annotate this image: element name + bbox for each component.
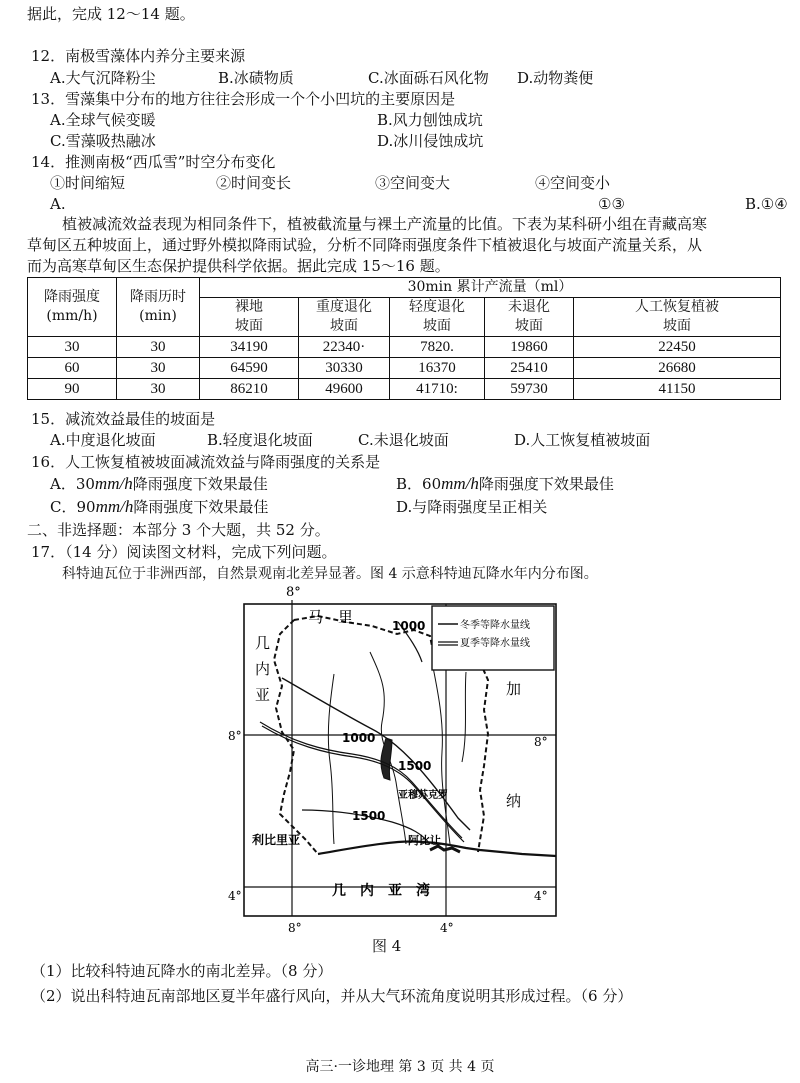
label-ghana-2: 纳 [506,792,522,810]
passage-line-1: 植被减流效益表现为相同条件下，植被截流量与裸土产流量的比值。下表为某科研小组在青藏高寒 [62,215,708,233]
table-cell: 16370 [390,358,485,379]
figure-caption: 图 4 [372,937,402,955]
q17-sub-2: （2）说出科特迪瓦南部地区夏半年盛行风向，并从大气环流角度说明其形成过程。（6 分） [31,987,633,1005]
page-footer: 高三·一诊地理 第 3 页 共 4 页 [305,1059,495,1075]
runoff-table [27,277,781,400]
table-cell: 30 [117,358,200,379]
header-duration-unit: (min) [139,308,177,324]
table-cell: 30330 [299,358,390,379]
label-iso-1500-a: 1500 [398,759,432,773]
q17-stem: 17．（14 分）阅读图文材料，完成下列问题。 [31,543,337,561]
label-lon-top: 8° [286,585,301,600]
table-row [28,379,781,400]
label-iso-1500-b: 1500 [352,809,386,823]
header-col-severe-l1: 重度退化 [316,299,372,315]
q16-option-a-value: A．30 [50,475,95,493]
header-col-restored-l1: 人工恢复植被 [635,299,719,315]
q15-stem: 15．减流效益最佳的坡面是 [31,410,216,428]
header-duration-label: 降雨历时 [130,289,186,305]
header-col-restored-l2: 坡面 [663,318,691,334]
q17-sub-1: （1）比较科特迪瓦降水的南北差异。（8 分） [31,962,333,980]
q12-option-c: C.冰面砾石风化物 [368,69,489,87]
label-mali: 马 里 [308,608,354,626]
q16-option-c [50,497,268,517]
q15-option-c: C.未退化坡面 [358,431,449,449]
table-cell: 34190 [200,337,299,358]
table-cell: 59730 [485,379,574,400]
table-cell: 19860 [485,337,574,358]
q15-option-a: A.中度退化坡面 [50,431,156,449]
q13-option-c: C.雪藻吸热融冰 [50,132,156,150]
border-west [274,620,318,854]
header-col-bare [200,298,299,337]
table-cell: 86210 [200,379,299,400]
table-row [28,337,781,358]
header-intensity [28,278,117,337]
table-cell: 41710: [390,379,485,400]
q17-material: 科特迪瓦位于非洲西部，自然景观南北差异显著。图 4 示意科特迪瓦降水年内分布图。 [62,566,598,582]
label-guinea-3: 亚 [255,686,271,704]
label-guinea-1: 几 [255,634,271,652]
q14-option-a: A. [50,195,66,213]
rainfall-map [222,582,562,938]
header-intensity-unit: (mm/h) [46,308,98,324]
q16-option-a-unit: mm/h [94,474,133,493]
table-cell: 41150 [574,379,781,400]
q14-option-b: B.①④ [745,195,788,213]
table-cell: 90 [28,379,117,400]
header-col-none-l1: 未退化 [508,299,550,315]
q16-option-c-unit: mm/h [95,497,134,516]
river-far-east [462,672,466,762]
q14-stem: 14．推测南极“西瓜雪”时空分布变化 [31,153,276,171]
label-iso-1000-mid: 1000 [342,731,376,745]
label-ghana-1: 加 [506,680,522,698]
q16-option-d: D.与降雨强度呈正相关 [396,498,548,516]
q13-option-a: A.全球气候变暖 [50,111,156,129]
table-cell: 49600 [299,379,390,400]
q16-stem: 16．人工恢复植被坡面减流效益与降雨强度的关系是 [31,453,381,471]
label-lat-right-mid: 8° [534,735,548,749]
q15-option-b: B.轻度退化坡面 [207,431,313,449]
q14-item-2: ②时间变长 [216,174,292,192]
header-col-light [390,298,485,337]
label-guinea-2: 内 [255,660,271,678]
intro-text: 据此，完成 12～14 题。 [27,5,195,23]
table-cell: 7820. [390,337,485,358]
header-col-severe [299,298,390,337]
q14-item-1: ①时间缩短 [50,174,126,192]
header-col-restored [574,298,781,337]
label-lat-right-bottom: 4° [534,889,548,903]
label-abidjan: 阿比让 [408,834,441,847]
q12-option-b: B.冰碛物质 [218,69,294,87]
table-row [28,358,781,379]
q14-item-4: ④空间变小 [535,174,611,192]
q16-option-b-value: B．60 [396,475,442,493]
label-gulf: 几 内 亚 湾 [332,883,430,899]
legend-summer-label: 夏季等降水量线 [460,638,530,649]
passage-line-3: 而为高寒草甸区生态保护提供科学依据。据此完成 15～16 题。 [27,257,450,275]
header-col-light-l2: 坡面 [423,318,451,334]
header-col-bare-l1: 裸地 [235,299,263,315]
header-duration [117,278,200,337]
q15-option-d: D.人工恢复植被坡面 [514,431,651,449]
table-cell: 22450 [574,337,781,358]
label-lon-bottom-right: 4° [440,921,454,935]
q16-option-a-text: 降雨强度下效果最佳 [132,475,268,493]
q12-option-a: A.大气沉降粉尘 [50,69,156,87]
q14-option-a-value: ①③ [598,195,625,213]
q16-option-b [396,474,614,494]
section-2-heading: 二、非选择题：本部分 3 个大题，共 52 分。 [27,521,330,539]
label-yamoussoukro: 亚穆苏克罗 [398,790,448,801]
label-iso-1000-top: 1000 [392,619,426,633]
q16-option-c-value: C．90 [50,498,96,516]
q13-option-d: D.冰川侵蚀成坑 [377,132,484,150]
header-intensity-label: 降雨强度 [44,289,100,305]
passage-line-2: 草甸区五种坡面上，通过野外模拟降雨试验，分析不同降雨强度条件下植被退化与坡面产流量关系，从 [27,236,703,254]
table-cell: 30 [117,379,200,400]
label-lat-left-bottom: 4° [228,889,242,903]
q16-option-b-unit: mm/h [441,474,479,493]
river-west [328,674,334,844]
label-liberia: 利比里亚 [252,833,301,847]
table-cell: 26680 [574,358,781,379]
label-lat-left-mid: 8° [228,729,242,743]
header-col-light-l1: 轻度退化 [409,299,465,315]
table-cell: 60 [28,358,117,379]
q16-option-c-text: 降雨强度下效果最佳 [133,498,269,516]
legend-winter-label: 冬季等降水量线 [460,620,530,631]
lake-kossou [381,738,392,780]
q13-option-b: B.风力刨蚀成坑 [377,111,483,129]
header-col-none [485,298,574,337]
q16-option-b-text: 降雨强度下效果最佳 [478,475,614,493]
table-cell: 22340· [299,337,390,358]
q16-option-a [50,474,268,494]
table-cell: 30 [117,337,200,358]
q12-option-d: D.动物粪便 [517,69,594,87]
q12-stem: 12．南极雪藻体内养分主要来源 [31,47,246,65]
label-lon-bottom-left: 8° [288,921,302,935]
header-col-bare-l2: 坡面 [235,318,263,334]
table-cell: 25410 [485,358,574,379]
table-cell: 30 [28,337,117,358]
header-group: 30min 累计产流量（ml） [200,278,781,298]
table-cell: 64590 [200,358,299,379]
q13-stem: 13．雪藻集中分布的地方往往会形成一个个小凹坑的主要原因是 [31,90,456,108]
header-col-severe-l2: 坡面 [330,318,358,334]
header-col-none-l2: 坡面 [515,318,543,334]
q14-item-3: ③空间变大 [375,174,451,192]
